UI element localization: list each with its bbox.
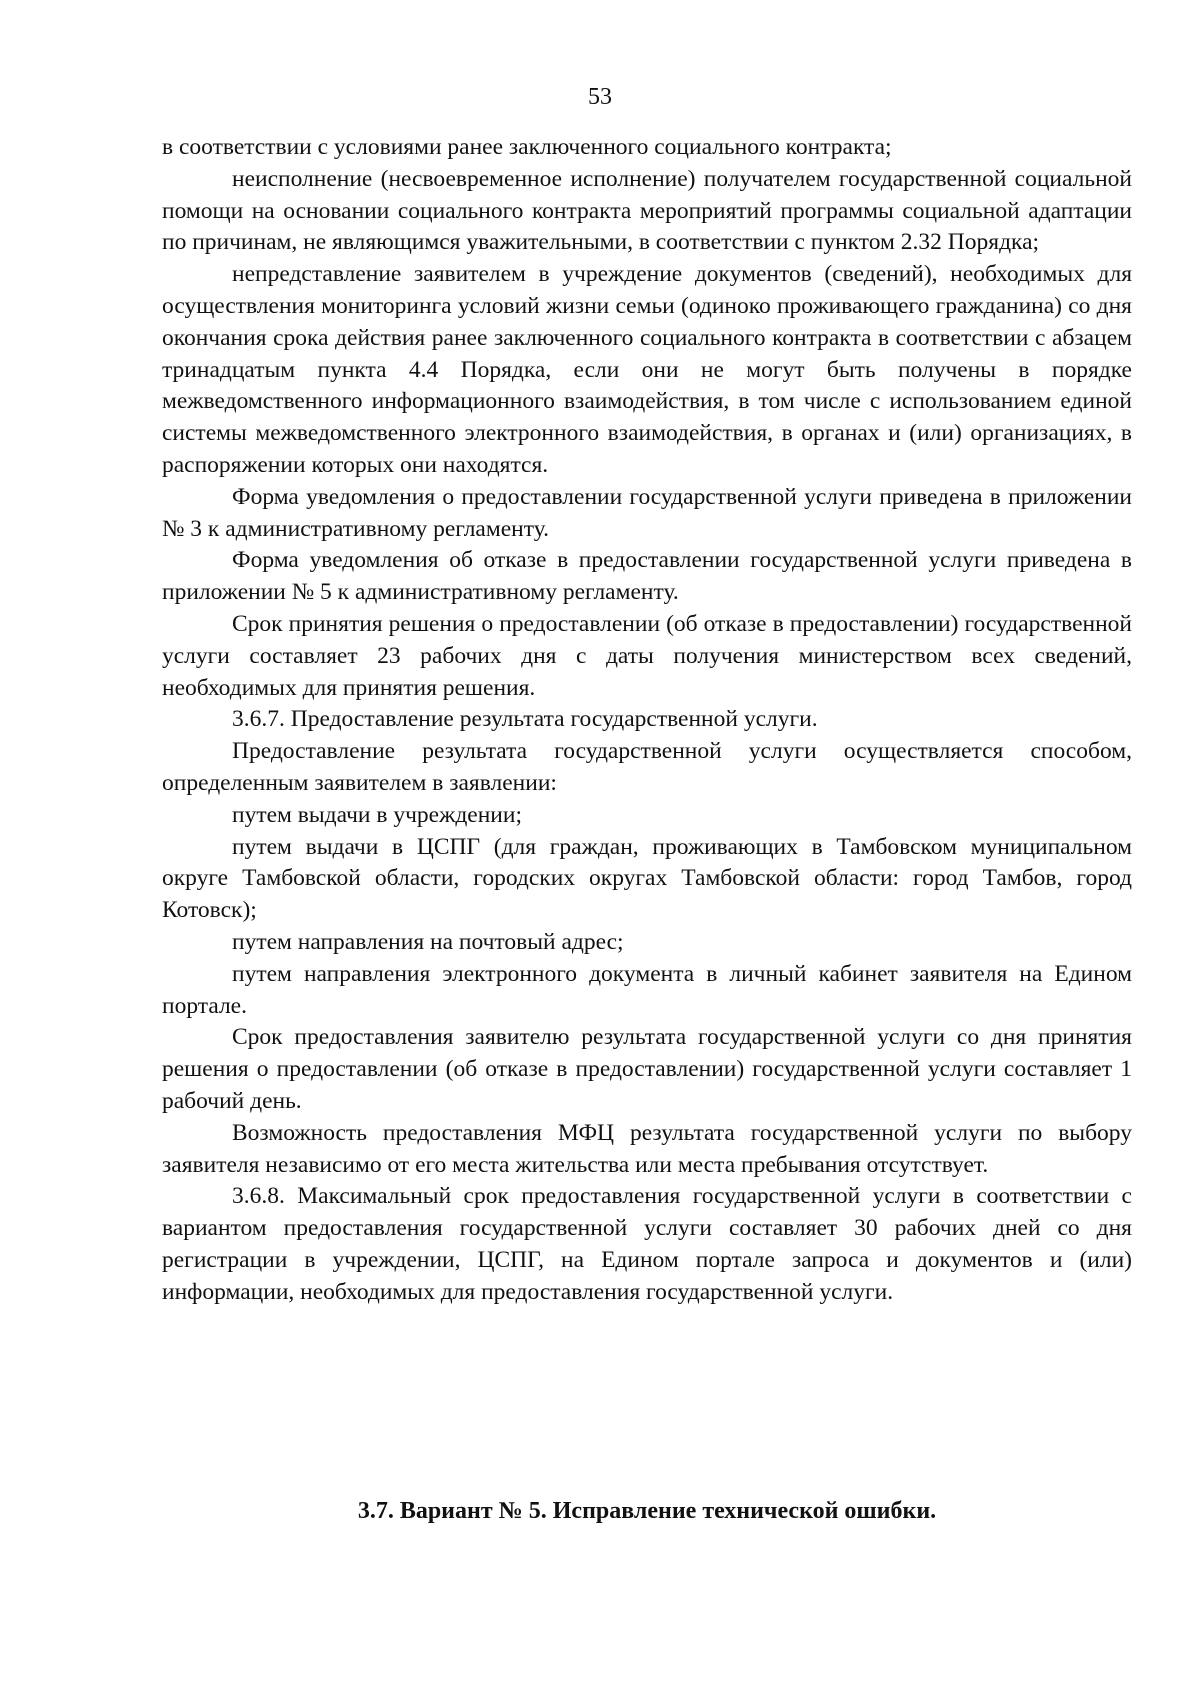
paragraph-non-submission: непредставление заявителем в учреждение документов (сведений), необходимых для осуществления мониторинга условий жизни семьи (одиноко проживающего гражданина) со дня окончания срока действия ранее заключенного социального контракта в соответствии с абзацем тринадцатым пункта 4.4 Порядка, если они не могут быть получены в порядке межведомственного информационного взаимодействия, в том числе с использованием единой системы межведомственного электронного взаимодействия, в органах и (или) организациях, в распоряжении которых они находятся. xyxy=(162,261,1132,478)
paragraph-mfc-possibility: Возможность предоставления МФЦ результата государственной услуги по выбору заявителя независимо от его места жительства или места пребывания отсутствует. xyxy=(162,1119,1132,1178)
paragraph-section-3-6-8: 3.6.8. Максимальный срок предоставления государственной услуги в соответствии с вариантом предоставления государственной услуги составляет 30 рабочих дней со дня регистрации в учреждении, ЦСПГ, на Едином портале запроса и документов и (или) информации, необходимых для предоставления государственной услуги. xyxy=(162,1183,1132,1305)
paragraph-contract-conditions: в соответствии с условиями ранее заключенного социального контракта; xyxy=(162,134,892,160)
paragraph-refusal-notice-form: Форма уведомления об отказе в предоставлении государственной услуги приведена в приложении № 5 к административному регламенту. xyxy=(162,547,1132,606)
paragraph-issue-at-cspg: путем выдачи в ЦСПГ (для граждан, проживающих в Тамбовском муниципальном округе Тамбовской области, городских округах Тамбовской области: город Тамбов, город Котовск); xyxy=(162,833,1132,924)
paragraph-non-fulfillment: неисполнение (несвоевременное исполнение) получателем государственной социальной помощи на основании социального контракта мероприятий программы социальной адаптации по причинам, не являющимся уважительными, в соответствии с пунктом 2.32 Порядка; xyxy=(162,165,1132,256)
page-number: 53 xyxy=(588,84,612,110)
paragraph-provision-notice-form: Форма уведомления о предоставлении государственной услуги приведена в приложении № 3 к административному регламенту. xyxy=(162,483,1132,542)
paragraph-section-3-6-7: 3.6.7. Предоставление результата государственной услуги. xyxy=(232,706,818,733)
paragraph-issue-at-institution: путем выдачи в учреждении; xyxy=(232,801,522,828)
document-body xyxy=(162,132,1132,1308)
paragraph-result-deadline: Срок предоставления заявителю результата государственной услуги со дня принятия решения о предоставлении (об отказе в предоставлении) государственной услуги составляет 1 рабочий день. xyxy=(162,1024,1132,1114)
paragraph-personal-account: путем направления электронного документа в личный кабинет заявителя на Едином портале. xyxy=(162,960,1132,1019)
paragraph-postal-address: путем направления на почтовый адрес; xyxy=(232,928,624,955)
paragraph-result-method: Предоставление результата государственной услуги осуществляется способом, определенным заявителем в заявлении: xyxy=(162,738,1132,796)
section-heading: 3.7. Вариант № 5. Исправление технической ошибки. xyxy=(357,1498,937,1524)
paragraph-decision-deadline: Срок принятия решения о предоставлении (об отказе в предоставлении) государственной услуги составляет 23 рабочих дня с даты получения министерством всех сведений, необходимых для принятия решения. xyxy=(162,610,1132,701)
